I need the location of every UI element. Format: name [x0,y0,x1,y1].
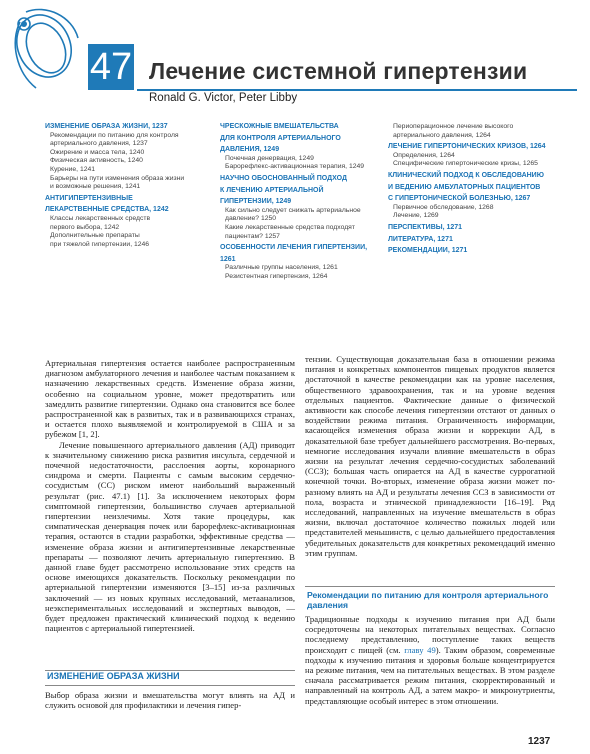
toc-entry[interactable]: Резистентная гипертензия, 1264 [225,272,328,280]
toc-section-heading[interactable]: ИЗМЕНЕНИЕ ОБРАЗА ЖИЗНИ, 1237 [45,123,168,130]
toc-entry[interactable]: при тяжелой гипертензии, 1246 [50,240,150,248]
toc-entry[interactable]: Барьеры на пути изменения образа жизни [50,174,185,182]
body-column-1 [45,358,295,633]
toc-section-heading[interactable]: НАУЧНО ОБОСНОВАННЫЙ ПОДХОД [220,174,347,182]
chapter-link[interactable]: главу 49 [404,644,436,655]
toc-section-heading[interactable]: ДЛЯ КОНТРОЛЯ АРТЕРИАЛЬНОГО [220,134,341,142]
chapter-number: 47 [89,46,133,88]
subsection-heading: Рекомендации по питанию для контроля артериального давления [307,590,549,610]
toc-section-heading[interactable]: К ЛЕЧЕНИЮ АРТЕРИАЛЬНОЙ [220,186,324,194]
toc-entry[interactable]: Различные группы населения, 1261 [225,264,338,272]
toc-section-heading[interactable]: ЛЕКАРСТВЕННЫЕ СРЕДСТВА, 1242 [45,206,169,214]
toc-section-heading[interactable]: И ВЕДЕНИЮ АМБУЛАТОРНЫХ ПАЦИЕНТОВ [388,183,541,191]
chapter-title: Лечение системной гипертензии [149,58,528,84]
paragraph: Артериальная гипертензия остается наиболее распространенным диагнозом амбулаторного лечения и наиболее частым показанием к назначению лекарственных средств. Изменение образа жизни, особенно на социальном уровне, может предотвратить или замедлить развитие гипертензии. Однако она становится все более распространенной как в развитых, так и в развивающихся странах, и остается плохо выявляемой и контролируемой в США и за рубежом [1, 2]. [45,358,295,440]
stethoscope-heart-logo [6,2,86,98]
toc-entry[interactable]: Определения, 1264 [393,151,455,159]
toc-section-heading[interactable]: ОСОБЕННОСТИ ЛЕЧЕНИЯ ГИПЕРТЕНЗИИ, [220,244,368,252]
toc-entry[interactable]: Ожирение и масса тела, 1240 [50,148,145,156]
paragraph-text: ). Таким образом, современные подходы к изучению питания и здоровья больше концентрируется на режиме питания, чем на питательных веществах. В этом разделе сначала рассматривается режим питания, скорректированный и направленный на контроль АД, а затем макро- и микронутриенты, представляющие особый интерес в этом отношении. [305,644,555,706]
toc-entry[interactable]: Лечение, 1269 [393,212,439,220]
toc-entry[interactable]: Периоперационное лечение высокого [393,123,514,130]
toc-entry[interactable]: артериального давления, 1237 [50,140,148,148]
toc-entry[interactable]: Какие лекарственные средства подходят [225,223,355,231]
body-column-2 [305,354,555,558]
body-column-2-continued [305,614,555,706]
toc-column-2 [220,123,390,282]
toc-section-heading[interactable]: ЛЕЧЕНИЕ ГИПЕРТОНИЧЕСКИХ КРИЗОВ, 1264 [388,143,546,151]
toc-entry[interactable]: Дополнительные препараты [50,232,140,240]
subsection-rule [305,586,555,587]
toc-section-heading[interactable]: АНТИГИПЕРТЕНЗИВНЫЕ [45,194,133,202]
toc-section-heading[interactable]: ГИПЕРТЕНЗИИ, 1249 [220,198,292,206]
toc-entry[interactable]: Рекомендации по питанию для контроля [50,131,179,139]
toc-entry[interactable]: Барорефлекс-активационная терапия, 1249 [225,163,365,171]
toc-entry[interactable]: и возможные решения, 1241 [50,183,141,191]
toc-column-3 [388,123,568,256]
toc-section-heading[interactable]: С ГИПЕРТОНИЧЕСКОЙ БОЛЕЗНЬЮ, 1267 [388,195,531,203]
title-rule [137,89,577,91]
toc-section-heading[interactable]: КЛИНИЧЕСКИЙ ПОДХОД К ОБСЛЕДОВАНИЮ [388,171,544,179]
toc-section-heading[interactable]: 1261 [220,255,236,263]
toc-entry[interactable]: Классы лекарственных средств [50,214,151,222]
toc-entry[interactable]: Первичное обследование, 1268 [393,203,494,211]
paragraph-text: Традиционные подходы к изучению питания при АД были сосредоточены на некоторых питательных веществах. Согласно последнему представлению, поступление таких веществ происходит с пищей (см. [305,614,555,655]
section-heading: ИЗМЕНЕНИЕ ОБРАЗА ЖИЗНИ [47,671,180,681]
paragraph: Лечение повышенного артериального давления (АД) приводит к значительному снижению риска развития инсульта, сердечной и почечной недостаточности, расслоения аорты, коронарного синдрома и смерти. Пациенты с самым высоким сердечно-сосудистым (СС) риском имеют наибольший выраженный результат (рис. 47.1) [1]. За исключением некоторых форм симптомной гипертензии, большинство случаев артериальной гипертензии неизлечимы. Хотя такие процедуры, как симпатическая денервация почек или барорефлекс-активационная терапия, остаются в стадии разработки, эффективные средства — изменение образа жизни и антигипертензивные лекарственные препараты — позволяют лечить артериальную гипертензию. В данной главе будет рассмотрено использование этих средств на основе имеющихся доказательств. Поскольку рекомендации по артериальной гипертензии изменяются [3–15] из-за различных заключений — из новых крупных исследований, метаанализов, неэкспериментальных исследований и экспертных выводов, — будет предложен практический клинический подход к ведению пациентов с артериальной гипертензией. [45,439,295,634]
paragraph: Выбор образа жизни и вмешательства могут влиять на АД и служить основой для профилактики и лечения гипер- [45,690,295,711]
toc-entry[interactable]: артериального давления, 1264 [393,131,491,139]
toc-entry[interactable]: давление? 1250 [225,215,277,223]
toc-entry[interactable]: пациентам? 1257 [225,232,280,240]
toc-entry[interactable]: Как сильно следует снижать артериальное [225,206,361,214]
toc-entry[interactable]: Физическая активность, 1240 [50,157,143,165]
toc-section-heading[interactable]: ПЕРСПЕКТИВЫ, 1271 [388,223,463,231]
toc-section-heading[interactable]: ЛИТЕРАТУРА, 1271 [388,235,453,243]
page-number: 1237 [528,736,551,747]
toc-section-heading[interactable]: РЕКОМЕНДАЦИИ, 1271 [388,247,468,255]
toc-section-heading[interactable]: ЧРЕСКОЖНЫЕ ВМЕШАТЕЛЬСТВА [220,123,339,130]
toc-entry[interactable]: первого выбора, 1242 [50,223,120,231]
toc-section-heading[interactable]: ДАВЛЕНИЯ, 1249 [220,146,280,154]
toc-column-1 [45,123,210,249]
toc-entry[interactable]: Почечная денервация, 1249 [225,154,314,162]
paragraph: тензии. Существующая доказательная база в отношении режима питания и конкретных компонентов пищевых продуктов является достаточной в качестве рекомендации как на уровне населения, общественного здравоохранения, так и на уровне ведения отдельных пациентов. Фактические данные о физической активности как способе лечения гипертензии отстают от данных о воздействии режима питания. Ограниченность информации, касающейся изменения образа жизни и коррекции АД, в доказательной базе требует дальнейшего рассмотрения. Во-первых, немногие исследования изучали влияние вмешательств в образ жизни на результат лечения сердечно-сосудистых заболеваний (ССЗ); большая часть опирается на АД в качестве суррогатной конечной точки. Во-вторых, изменение образа жизни может по-разному влиять на АД и результаты лечения ССЗ в зависимости от пола, возраста и этнической принадлежности [16–19]. Ряд исследований, направленных на изучение вмешательств в образ жизни, включал достаточное количество пожилых людей или представителей меньшинств, с целью дальнейшего предоставления убедительных доказательств для конкретных рекомендаций именно этим группам. [305,354,555,558]
paragraph [305,614,555,706]
toc-entry[interactable]: Специфические гипертонические кризы, 1265 [393,160,538,168]
body-column-1-continued [45,690,295,710]
toc-entry[interactable]: Курение, 1241 [50,165,96,173]
chapter-authors: Ronald G. Victor, Peter Libby [149,92,298,104]
